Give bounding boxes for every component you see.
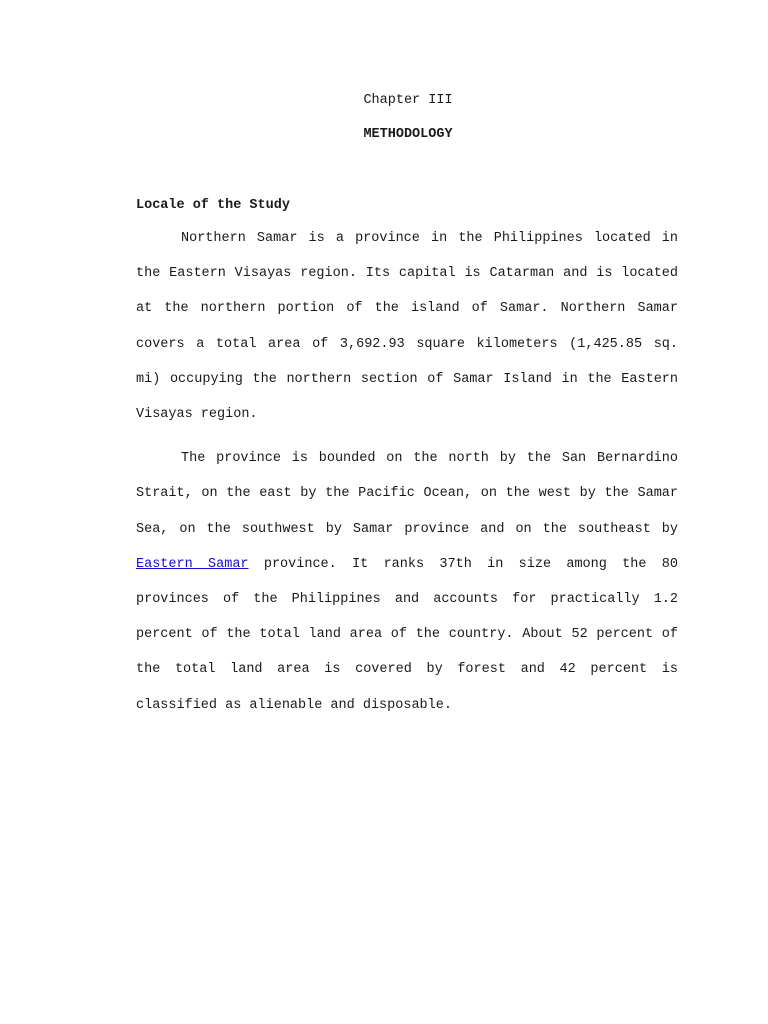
chapter-title: METHODOLOGY <box>363 127 453 142</box>
section-heading: Locale of the Study <box>136 198 290 213</box>
paragraph-text-before-link: The province is bounded on the north by the San Bernardino Strait, on the east by the Pacific Ocean, on the west by the Samar Sea, on the southwest by Samar province and on the southeast by <box>136 451 678 537</box>
paragraph-locale-1: Northern Samar is a province in the Philippines located in the Eastern Visayas region. Its capital is Catarman and is located at the northern portion of the island of Samar. Northern Samar covers a total area of 3,692.93 square kilometers (1,425.85 sq. mi) occupying the northern section of Samar Island in the Eastern Visayas region. <box>136 231 678 423</box>
paragraph-text-after-link: province. It ranks 37th in size among the 80 provinces of the Philippines and accounts for practically 1.2 percent of the total land area of the country. About 52 percent of the total land area is covered by forest and 42 percent is classified as alienable and disposable. <box>136 556 678 713</box>
eastern-samar-link[interactable]: Eastern Samar <box>136 556 249 572</box>
chapter-label: Chapter III <box>363 93 453 108</box>
paragraph-locale-2 <box>136 441 678 723</box>
document-page <box>136 88 678 723</box>
